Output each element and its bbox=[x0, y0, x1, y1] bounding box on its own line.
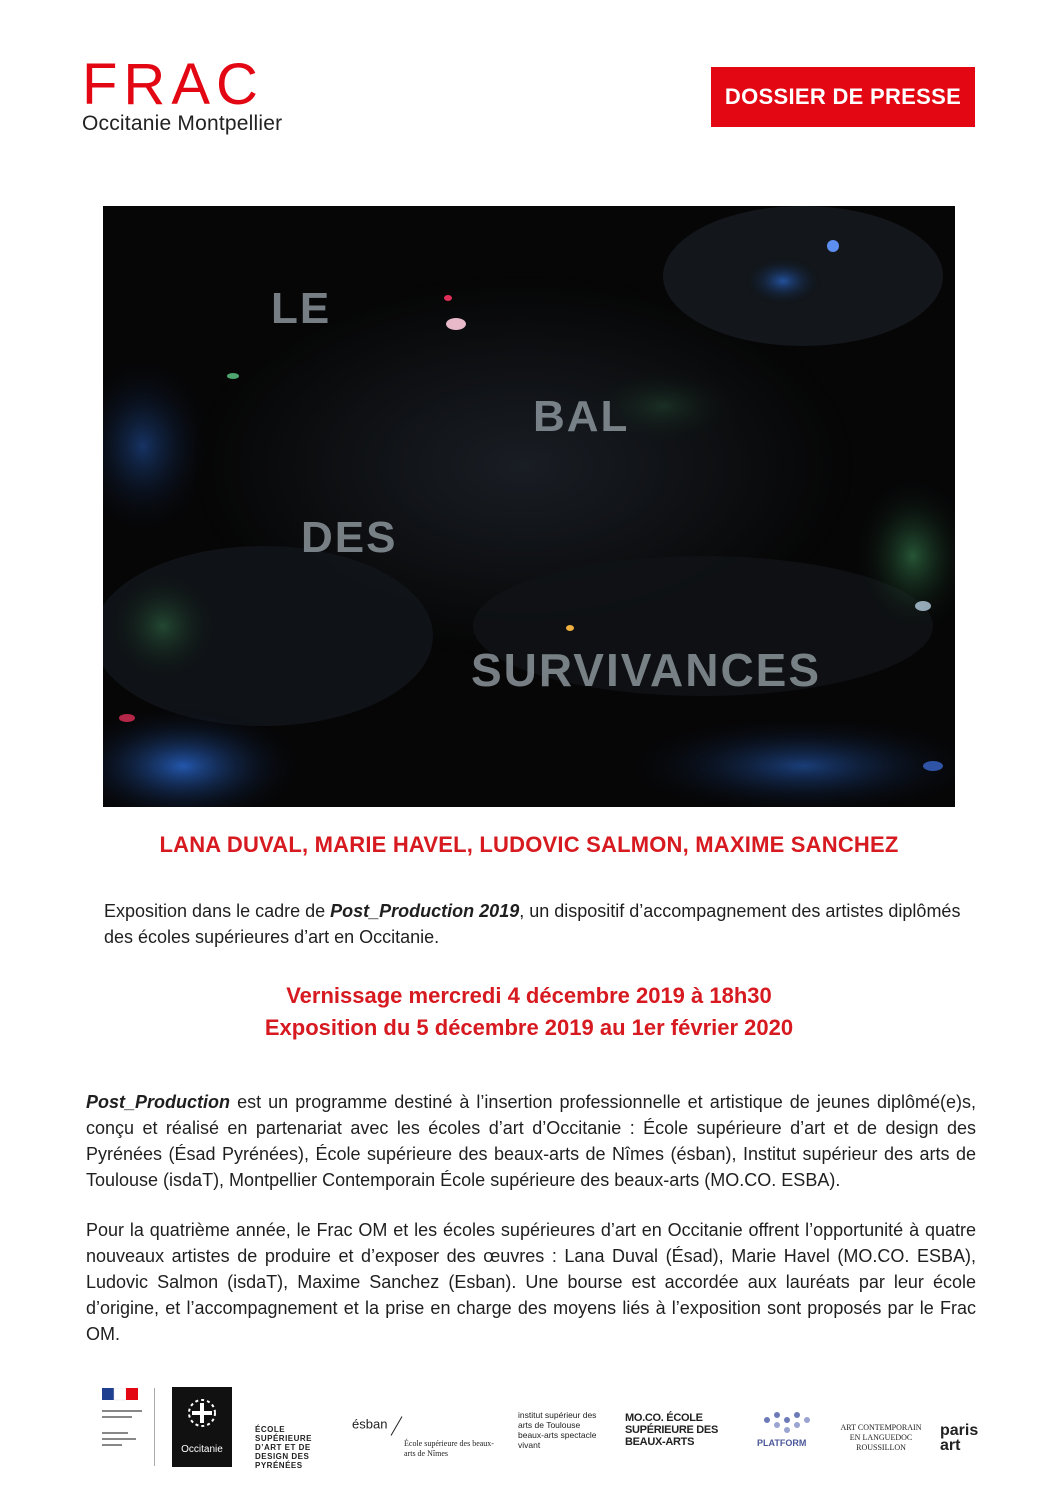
esban-short: ésban bbox=[352, 1416, 388, 1432]
occitanie-cross-icon bbox=[172, 1387, 232, 1437]
frac-logo-mark bbox=[82, 60, 287, 110]
paris-art-logo: paris art bbox=[940, 1422, 979, 1454]
platform-dots-icon bbox=[757, 1405, 817, 1435]
esban-logo bbox=[352, 1415, 502, 1459]
art-contemporain-logo: ART CONTEMPORAIN EN LANGUEDOC ROUSSILLON bbox=[840, 1423, 922, 1452]
hero-word-des: DES bbox=[301, 513, 398, 562]
moco-logo: MO.CO. ÉCOLE SUPÉRIEURE DES BEAUX-ARTS bbox=[625, 1412, 718, 1448]
partner-logos bbox=[0, 1385, 1058, 1475]
occitanie-region-logo bbox=[172, 1387, 232, 1467]
esad-pyrenees-logo: ÉCOLE SUPÉRIEURE D’ART ET DE DESIGN DES PYRÉNÉES bbox=[255, 1425, 313, 1470]
fourth-year-paragraph: Pour la quatrième année, le Frac OM et les écoles supérieures d’art en Occitanie offrent l’opportunité à quatre nouveaux artistes de produire et d’exposer des œuvres : Lana Duval (Ésad), Marie Havel (MO.CO. ESBA), Ludovic Salmon (isdaT), Maxime Sanchez (Esban). Une bourse est accordée aux lauréats par leur école d’origine, et l’accompagnement et la prise en charge des moyens liés à l’exposition sont proposés par le Frac OM. bbox=[86, 1220, 976, 1344]
vernissage-date: Vernissage mercredi 4 décembre 2019 à 18h30 bbox=[286, 983, 772, 1008]
artist-names: LANA DUVAL, MARIE HAVEL, LUDOVIC SALMON, MAXIME SANCHEZ bbox=[159, 832, 899, 857]
isdat-logo: institut supérieur des arts de Toulouse beaux-arts spectacle vivant bbox=[518, 1410, 597, 1450]
exhibition-period: Exposition du 5 décembre 2019 au 1er février 2020 bbox=[264, 1015, 794, 1040]
frac-logo bbox=[82, 60, 302, 136]
logo-subtitle: Occitanie Montpellier bbox=[82, 112, 283, 135]
platform-logo bbox=[757, 1405, 827, 1455]
artwork-texture bbox=[103, 206, 955, 807]
prefecture-logo bbox=[102, 1388, 157, 1466]
platform-label: PLATFORM bbox=[757, 1438, 807, 1448]
exhibition-dates bbox=[0, 980, 1058, 1044]
frac-logo-text: FRAC bbox=[82, 60, 264, 110]
hero-word-survivances: SURVIVANCES bbox=[471, 644, 822, 696]
program-paragraph bbox=[86, 1089, 976, 1193]
marianne-icon bbox=[102, 1388, 157, 1466]
program-text: est un programme destiné à l’insertion professionnelle et artistique de jeunes diplômé(e)s, conçu et réalisé en partenariat avec les écoles d’art d’Occitanie : École supérieure d’art et de design des Pyrénées (Ésad Pyrénées), École supérieure des beaux-arts de Nîmes (ésban), Institut supérieur des arts de Toulouse (isdaT), Montpellier Contemporain École supérieure des beaux-arts (MO.CO. ESBA). bbox=[86, 1092, 976, 1190]
intro-after: , un dispositif d’accompagnement des artistes diplômés des écoles supérieures d’art en Occitanie. bbox=[104, 901, 961, 947]
press-kit-badge: DOSSIER DE PRESSE bbox=[711, 67, 975, 127]
intro-emphasis: Post_Production 2019 bbox=[330, 901, 520, 921]
program-emphasis: Post_Production bbox=[86, 1092, 231, 1112]
esban-slash-icon bbox=[391, 1416, 403, 1436]
hero-word-le: LE bbox=[271, 284, 332, 333]
hero-artwork bbox=[103, 206, 955, 807]
hero-word-bal: BAL bbox=[533, 392, 630, 441]
intro-text bbox=[104, 898, 984, 950]
esban-long: École supérieure des beaux-arts de Nîmes bbox=[404, 1439, 494, 1458]
intro-before: Exposition dans le cadre de bbox=[104, 901, 331, 921]
occitanie-label: Occitanie bbox=[181, 1444, 223, 1455]
